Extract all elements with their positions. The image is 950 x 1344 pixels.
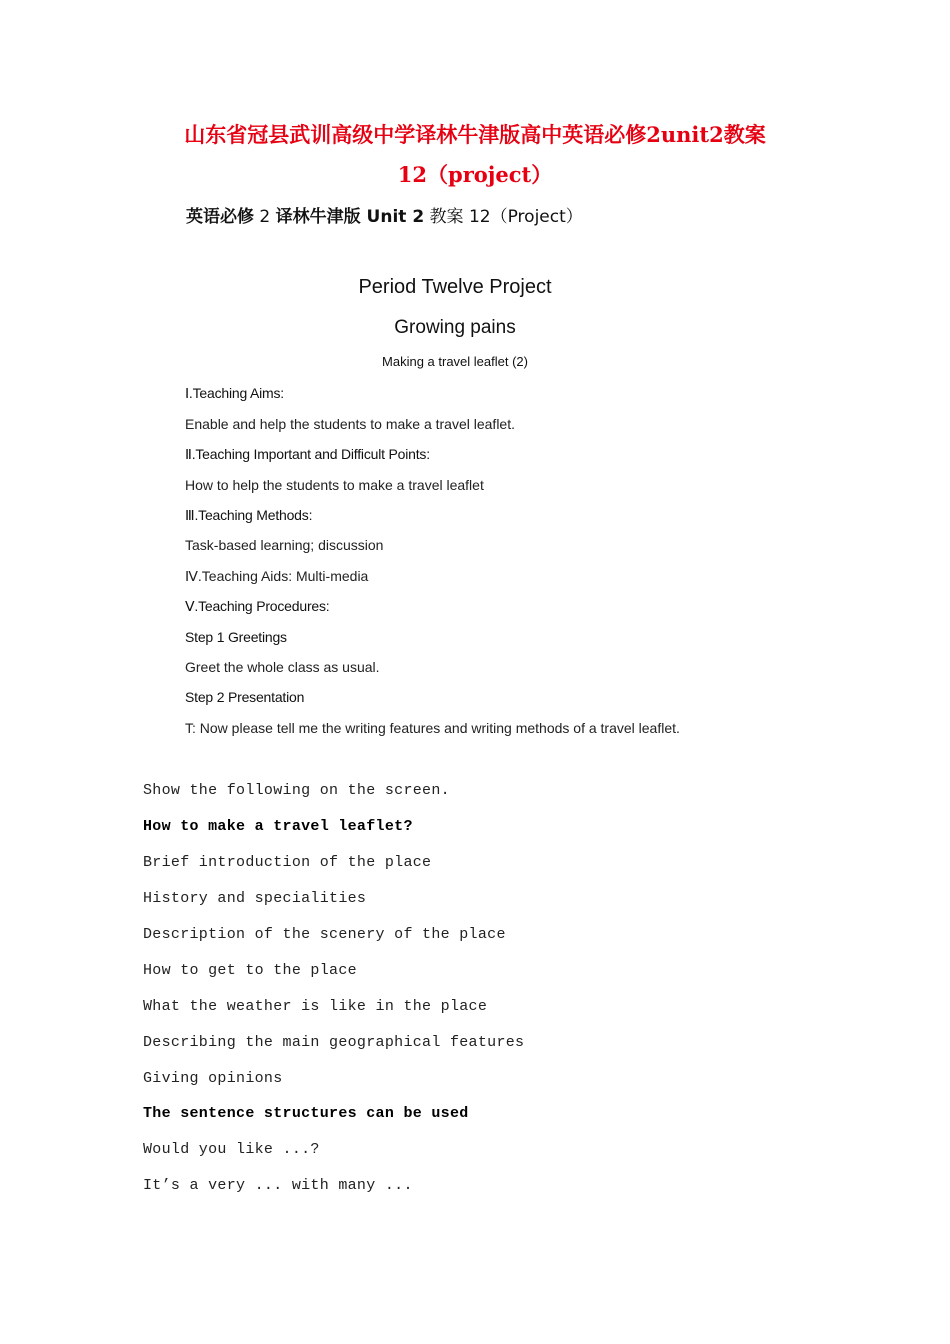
list-item: How to get to the place bbox=[143, 962, 357, 979]
aims-text: Enable and help the students to make a travel leaflet. bbox=[185, 416, 515, 432]
subtitle-part-3: 译林牛津版 Unit 2 bbox=[275, 207, 425, 227]
important-points-text: How to help the students to make a travel leaflet bbox=[185, 477, 484, 493]
list-item: Giving opinions bbox=[143, 1070, 283, 1087]
lesson-heading: Making a travel leaflet (2) bbox=[382, 354, 528, 369]
aids-line bbox=[185, 566, 368, 586]
how-heading: How to make a travel leaflet? bbox=[143, 818, 413, 835]
document-subtitle bbox=[186, 202, 583, 232]
step2-heading: Step 2 Presentation bbox=[185, 689, 305, 705]
document-title-line1: 山东省冠县武训高级中学译林牛津版高中英语必修2unit2教案 bbox=[184, 122, 766, 147]
subtitle-part-2: 2 bbox=[254, 207, 276, 227]
document-title-line2: 12（project） bbox=[397, 162, 553, 187]
structure-item: It’s a very ... with many ... bbox=[143, 1177, 413, 1194]
list-item: Description of the scenery of the place bbox=[143, 926, 506, 943]
step1-text: Greet the whole class as usual. bbox=[185, 659, 380, 675]
procedures-heading: Ⅴ.Teaching Procedures: bbox=[185, 598, 330, 614]
methods-heading: Ⅲ.Teaching Methods: bbox=[185, 507, 313, 523]
list-item: What the weather is like in the place bbox=[143, 998, 488, 1015]
aids-text: Multi-media bbox=[292, 568, 369, 584]
structures-heading: The sentence structures can be used bbox=[143, 1105, 469, 1122]
topic-heading: Growing pains bbox=[394, 317, 516, 338]
period-heading: Period Twelve Project bbox=[358, 276, 552, 298]
subtitle-part-1: 英语必修 bbox=[186, 207, 254, 227]
list-item: History and specialities bbox=[143, 890, 367, 907]
methods-text: Task-based learning; discussion bbox=[185, 537, 384, 553]
step2-text: T: Now please tell me the writing features and writing methods of a travel leaflet. bbox=[185, 720, 680, 736]
list-item: Brief introduction of the place bbox=[143, 854, 432, 871]
show-line: Show the following on the screen. bbox=[143, 782, 450, 799]
subtitle-part-4: 教案 12（Project） bbox=[424, 207, 583, 227]
aids-heading: Ⅳ.Teaching Aids: bbox=[185, 568, 293, 584]
aims-heading: Ⅰ.Teaching Aims: bbox=[185, 385, 284, 401]
list-item: Describing the main geographical features bbox=[143, 1034, 525, 1051]
structure-item: Would you like ...? bbox=[143, 1141, 320, 1158]
step1-heading: Step 1 Greetings bbox=[185, 629, 287, 645]
important-points-heading: Ⅱ.Teaching Important and Difficult Points: bbox=[185, 446, 430, 462]
